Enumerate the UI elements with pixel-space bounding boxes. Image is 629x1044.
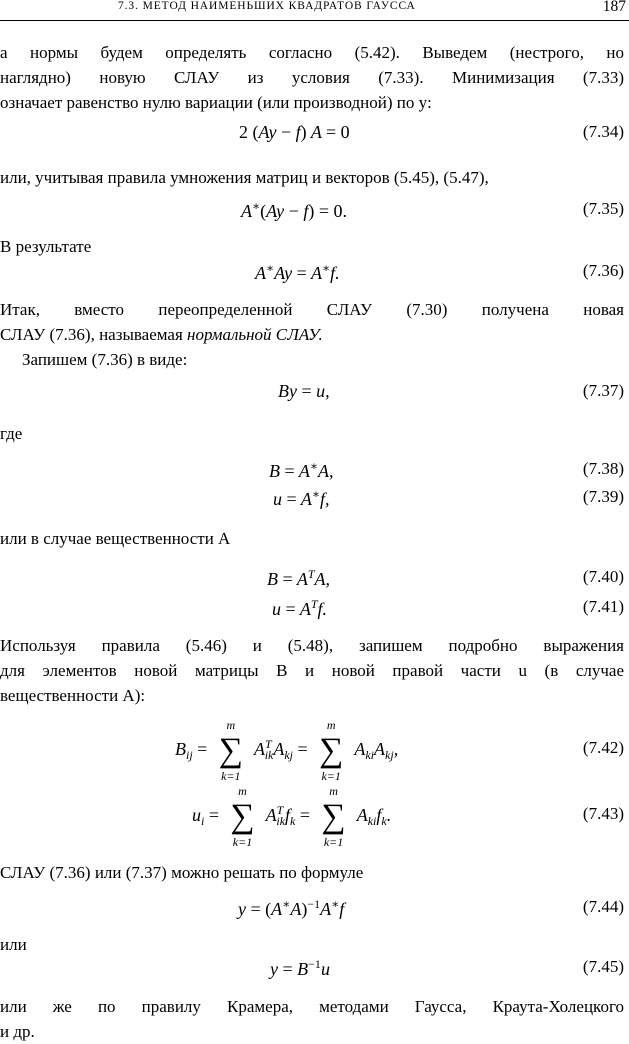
formula: $B = A^TA$,	[267, 567, 331, 589]
text-line: СЛАУ (7.36) или (7.37) можно решать по формуле	[0, 863, 364, 882]
paragraph-text	[0, 526, 624, 551]
equation-7-41	[0, 597, 629, 627]
equation-number: (7.42)	[582, 738, 624, 757]
equation-7-34	[0, 122, 629, 152]
formula: u = A∗f,	[273, 487, 330, 509]
sum-upper-limit: m	[226, 718, 236, 732]
text-line: означает равенство нулю вариации (или производной) по y:	[0, 93, 432, 112]
page-number: 187	[602, 0, 626, 15]
paragraph-text	[0, 165, 624, 190]
formula: B = A∗A,	[269, 459, 334, 481]
sum-upper-limit: m	[238, 784, 247, 798]
summation-sign: m ∑ k=1	[314, 734, 348, 768]
formula: $u = A^Tf$.	[272, 597, 328, 619]
equation-7-35	[0, 199, 629, 229]
paragraph-text	[0, 860, 624, 885]
text-line: и др.	[0, 1022, 35, 1041]
emphasis-term: нормальной СЛАУ.	[187, 325, 323, 344]
paragraph-text	[0, 347, 629, 372]
text-line: или, учитывая правила умножения матриц и векторов (5.45), (5.47),	[0, 168, 489, 187]
text-line: Используя правила (5.46) и (5.48), запишем подробно выражения	[0, 636, 624, 655]
sum-upper-limit: m	[329, 784, 338, 798]
summation-sign: m ∑ k=1	[214, 734, 248, 768]
text-line: вещественности A):	[0, 686, 146, 705]
summation-sign: m ∑ k=1	[317, 800, 351, 834]
text-line: а нормы будем определять согласно (5.42). Выведем (нестрого, но	[0, 43, 624, 62]
equation-7-45	[0, 957, 629, 987]
equation-number: (7.45)	[582, 957, 624, 976]
sum-lower-limit: k=1	[232, 835, 253, 849]
paragraph-normal-slau	[0, 297, 624, 347]
equation-number: (7.39)	[582, 487, 624, 506]
formula: A∗Ay = A∗f.	[255, 261, 340, 283]
paragraph-text	[0, 633, 624, 708]
summation-sign: m ∑ k=1	[226, 800, 260, 834]
sum-lower-limit: k=1	[323, 835, 344, 849]
paragraph-text	[0, 234, 624, 259]
text-fragment: СЛАУ (7.36), называемая	[0, 325, 188, 344]
formula: $u_i$ = m ∑ k=1 $A^T_{ik}f_k$ = m ∑ k=1 $A_{ki}f_k$.	[192, 784, 392, 849]
equation-number: (7.37)	[582, 381, 624, 400]
equation-7-43	[0, 784, 629, 849]
equation-number: (7.35)	[582, 199, 624, 218]
equation-number: (7.44)	[582, 897, 624, 916]
text-line: или в случае вещественности A	[0, 529, 231, 548]
equation-7-40	[0, 567, 629, 597]
sum-lower-limit: k=1	[221, 769, 241, 783]
text-line: Запишем (7.36) в виде:	[22, 350, 188, 369]
text-line	[0, 325, 323, 344]
equation-number: (7.43)	[582, 804, 624, 823]
equation-number: (7.38)	[582, 459, 624, 478]
formula: By = u,	[278, 381, 330, 401]
equation-7-36	[0, 261, 629, 291]
formula: 2 (Ay − f) A = 0	[239, 122, 350, 142]
equation-number: (7.34)	[582, 122, 624, 141]
text-line: или	[0, 935, 27, 954]
text-line: В результате	[0, 237, 92, 256]
text-line: наглядно) новую СЛАУ из условия (7.33). Минимизация (7.33)	[0, 68, 624, 87]
text-line: для элементов новой матрицы B и новой правой части u (в случае	[0, 661, 624, 680]
paragraph-intro	[0, 40, 624, 115]
equation-7-38	[0, 459, 629, 489]
equation-7-44	[0, 897, 629, 927]
section-title: 7.3. МЕТОД НАИМЕНЬШИХ КВАДРАТОВ ГАУССА	[118, 0, 416, 12]
formula: $y = (A^∗A)^{-1}A^∗f$	[238, 897, 345, 919]
equation-7-42	[0, 718, 629, 783]
equation-number: (7.41)	[582, 597, 624, 616]
formula: $y = B^{-1}u$	[270, 957, 330, 979]
sum-lower-limit: k=1	[321, 769, 341, 783]
running-header	[0, 0, 629, 21]
equation-number: (7.40)	[582, 567, 624, 586]
paragraph-text	[0, 932, 624, 957]
paragraph-text	[0, 421, 624, 446]
sum-upper-limit: m	[326, 718, 336, 732]
text-line: или же по правилу Крамера, методами Гаусса, Краута-Холецкого	[0, 997, 624, 1016]
equation-7-39	[0, 487, 629, 517]
equation-7-37	[0, 381, 629, 411]
equation-number: (7.36)	[582, 261, 624, 280]
formula: $B_{ij}$ = m ∑ k=1 $A^T_{ik}A_{kj}$ = m ∑ k=1 $A_{ki}A_{kj}$,	[175, 718, 399, 783]
text-line: Итак, вместо переопределенной СЛАУ (7.30) получена новая	[0, 300, 624, 319]
paragraph-text	[0, 994, 624, 1044]
text-line: где	[0, 424, 23, 443]
formula: A∗(Ay − f) = 0.	[241, 199, 347, 221]
